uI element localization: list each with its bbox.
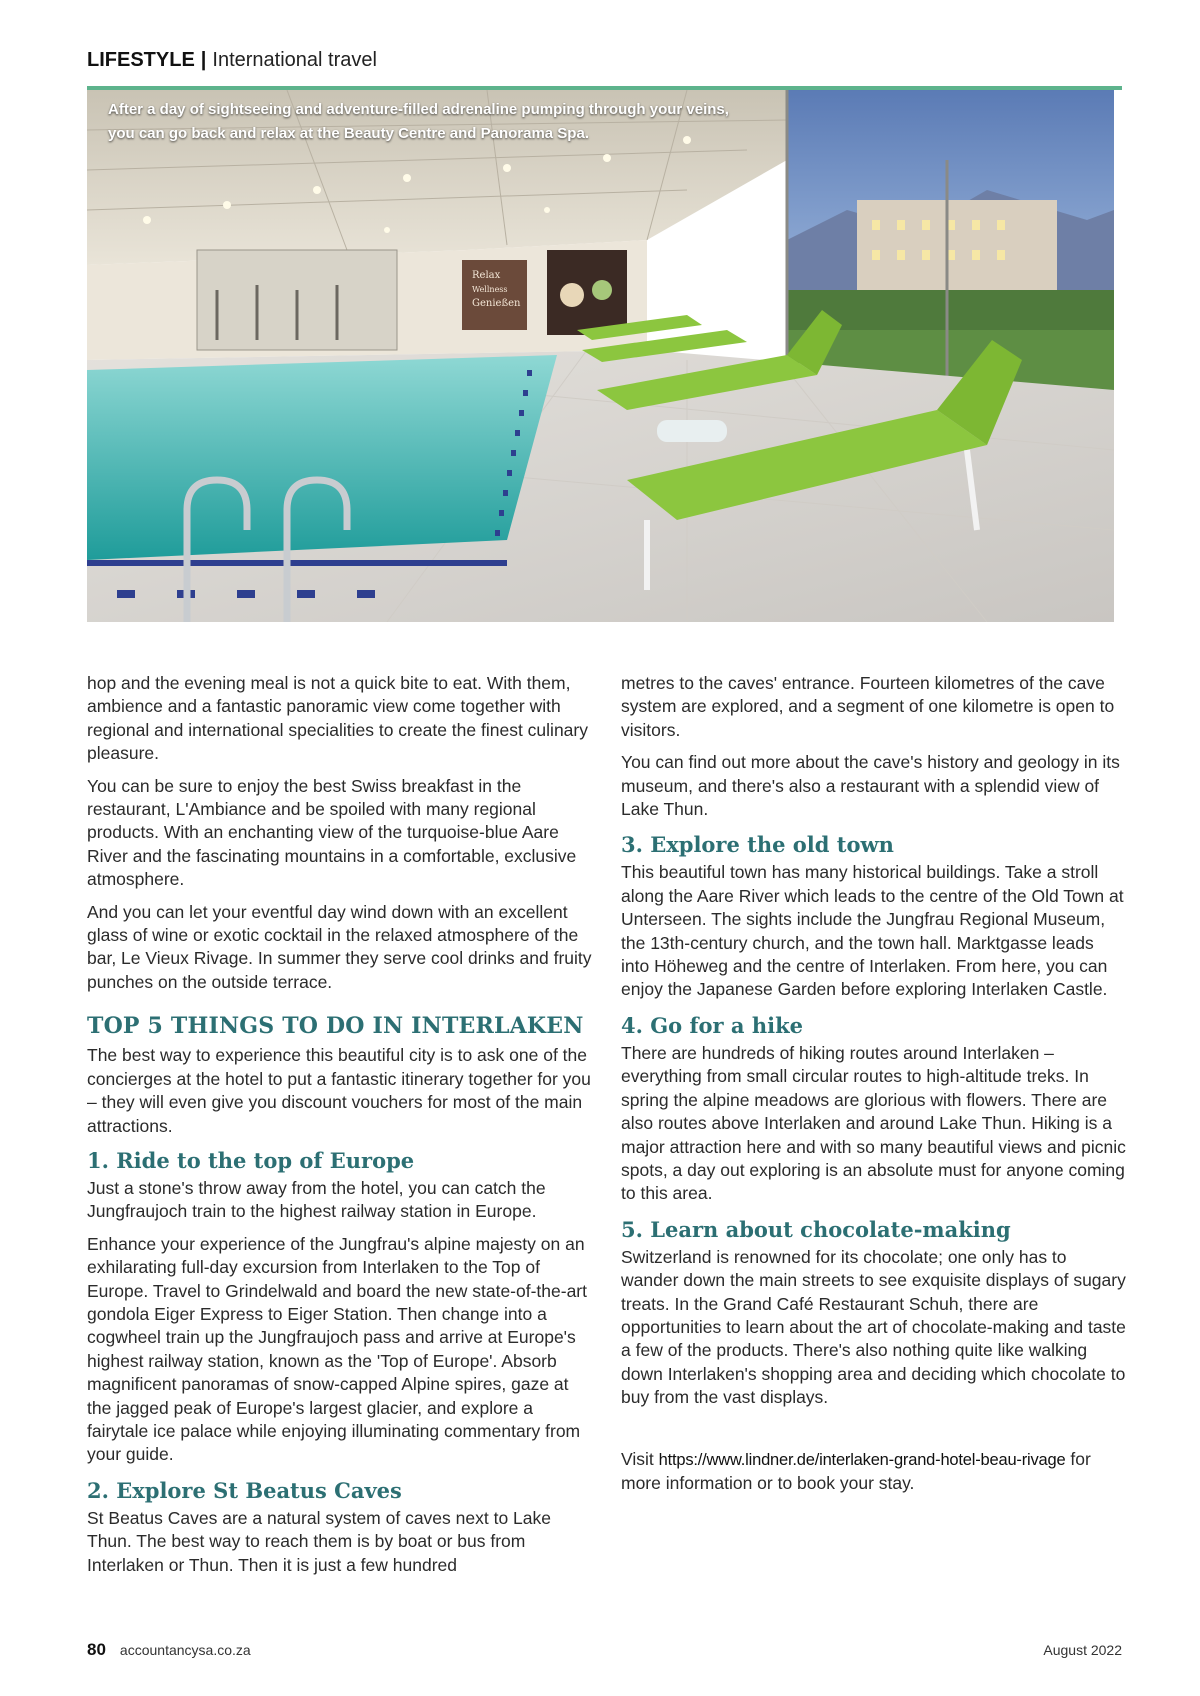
section-heading-top5: TOP 5 THINGS TO DO IN INTERLAKEN [87, 1013, 584, 1040]
page-header [87, 46, 1122, 86]
subsection-label: International travel [212, 49, 377, 71]
body-paragraph: St Beatus Caves are a natural system of caves next to Lake Thun. The best way to reach them is by boat or bus from Interlaken or Thun. Then it is just a few hundred [87, 1507, 551, 1575]
section-label: LIFESTYLE [87, 49, 195, 71]
subheading-hike: 4. Go for a hike [621, 1012, 803, 1038]
subheading-st-beatus-caves: 2. Explore St Beatus Caves [87, 1477, 402, 1503]
body-paragraph: Just a stone's throw away from the hotel, you can catch the Jungfraujoch train to the highest railway station in Europe. [87, 1177, 546, 1222]
body-paragraph: metres to the caves' entrance. Fourteen kilometres of the cave system are explored, and a segment of one kilometre is open to visitors. [621, 673, 1115, 740]
poster-text-1: Relax [472, 270, 501, 281]
body-paragraph: You can be sure to enjoy the best Swiss breakfast in the restaurant, L'Ambiance and be spoiled with many regional products. With an enchanting view of the turquoise-blue Aare River and the fascinating mountains in a comfortable, exclusive atmosphere. [87, 775, 577, 890]
poster-text-3: Genießen [472, 298, 521, 309]
body-paragraph: You can find out more about the cave's history and geology in its museum, and there's also a restaurant with a splendid view of Lake Thun. [621, 752, 1120, 820]
spa-photo [87, 90, 1114, 622]
body-paragraph: Switzerland is renowned for its chocolate; one only has to wander down the main streets to see exquisite displays of sugary treats. In the Grand Café Restaurant Schuh, there are opportunities to learn about the art of chocolate-making and taste a few of the products. There's also nothing quite like walking down Interlaken's shopping area and deciding which chocolate to buy from the vast displays. [621, 1246, 1126, 1408]
header-separator: | [200, 49, 207, 71]
body-paragraph: hop and the evening meal is not a quick bite to eat. With them, ambience and a fantastic panoramic view come together with regional and international specialities to create the finest culinary pleasure. [87, 673, 588, 764]
left-column [87, 672, 592, 1586]
visit-paragraph [621, 1448, 1126, 1496]
right-column [621, 672, 1126, 1504]
caption-line-2: you can go back and relax at the Beauty Centre and Panorama Spa. [108, 125, 589, 142]
subheading-old-town: 3. Explore the old town [621, 832, 894, 858]
body-paragraph: There are hundreds of hiking routes around Interlaken – everything from small circular routes to high-altitude treks. In spring the alpine meadows are glorious with flowers. There are also routes above Interlaken and around Lake Thun. Hiking is a major attraction here and with so many beautiful views and picnic spots, a day out exploring is an absolute must for anyone coming to this area. [621, 1042, 1126, 1204]
body-paragraph: This beautiful town has many historical buildings. Take a stroll along the Aare River which leads to the centre of the Old Town at Unterseen. The sights include the Jungfrau Regional Museum, the 13th-century church, and the town hall. Marktgasse leads into Höheweg and the centre of Interlaken. From here, you can enjoy the Japanese Garden before exploring Interlaken Castle. [621, 862, 1124, 1000]
pool-water [87, 355, 557, 560]
body-paragraph: And you can let your eventful day wind down with an excellent glass of wine or exotic cocktail in the relaxed atmosphere of the bar, Le Vieux Rivage. In summer they serve cool drinks and fruity punches on the outside terrace. [87, 901, 592, 992]
subheading-top-of-europe: 1. Ride to the top of Europe [87, 1147, 415, 1173]
caption-line-1: After a day of sightseeing and adventure-filled adrenaline pumping through your veins, [108, 101, 729, 118]
page-footer [87, 1640, 1122, 1664]
spa-photo-illustration [87, 90, 1114, 622]
site-name: accountancysa.co.za [119, 1642, 251, 1658]
body-paragraph: Enhance your experience of the Jungfrau's alpine majesty on an exhilarating full-day excursion from Interlaken to the Top of Europe. Travel to Grindelwald and board the new state-of-the-art gondola Eiger Express to Eiger Station. Then change into a cogwheel train up the Jungfraujoch pass and arrive at Europe's highest railway station, known as the 'Top of Europe'. Absorb magnificent panoramas of snow-capped Alpine spires, gaze at the jagged peak of Europe's largest glacier, and explore a fairytale ice palace while enjoying illuminating commentary from your guide. [87, 1233, 587, 1465]
page-number: 80 [87, 1640, 106, 1659]
visit-prefix: Visit [621, 1448, 654, 1469]
body-paragraph: The best way to experience this beautiful city is to ask one of the concierges at the hotel to put a fantastic itinerary together for you – they will even give you discount vouchers for most of the main attractions. [87, 1045, 591, 1136]
poster-text-2: Wellness [472, 285, 508, 294]
hotel-link[interactable]: https://www.lindner.de/interlaken-grand-hotel-beau-rivage [658, 1450, 1066, 1469]
visit-suffix: for more information or to book your stay. [621, 1448, 1091, 1493]
issue-date: August 2022 [1043, 1642, 1122, 1658]
photo-caption [108, 98, 868, 146]
subheading-chocolate: 5. Learn about chocolate-making [621, 1216, 1011, 1242]
